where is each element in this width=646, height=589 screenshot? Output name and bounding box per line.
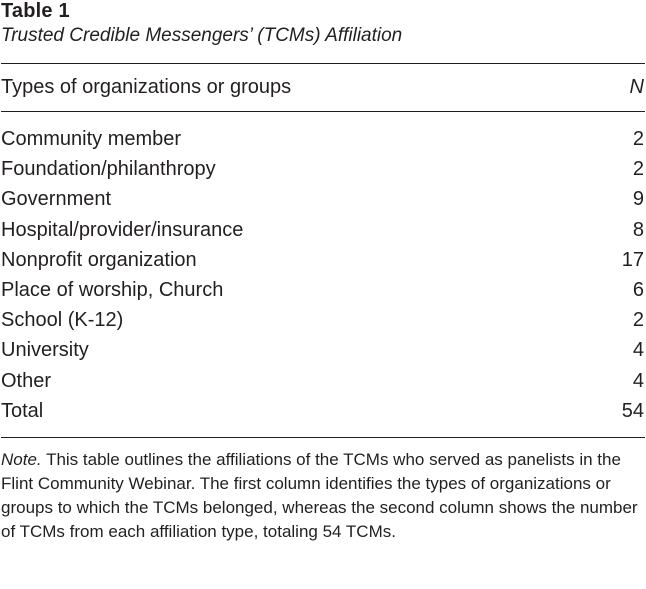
row-n: 54	[621, 399, 644, 422]
row-type: Other	[1, 369, 52, 392]
table-row-total	[1, 396, 644, 426]
table-header-row	[1, 75, 644, 99]
row-type: Total	[1, 399, 44, 422]
row-type: Government	[1, 188, 112, 211]
row-type: Community member	[1, 128, 182, 150]
row-type: Hospital/provider/insurance	[1, 218, 244, 241]
row-n: 2	[632, 158, 644, 181]
table-label: Table 1	[1, 0, 70, 22]
table-title: Trusted Credible Messengers’ (TCMs) Affiliation	[1, 25, 403, 46]
row-n: 4	[632, 369, 644, 392]
table-body	[1, 124, 646, 426]
row-n: 8	[632, 218, 644, 241]
table-row	[1, 245, 644, 275]
table-row	[1, 305, 644, 335]
row-n: 9	[632, 188, 644, 211]
row-type: Foundation/philanthropy	[1, 158, 216, 181]
row-n: 17	[621, 248, 644, 271]
row-type: Place of worship, Church	[1, 278, 224, 301]
row-type: Nonprofit organization	[1, 248, 197, 271]
top-rule	[1, 63, 645, 64]
table-row	[1, 154, 644, 184]
row-type: School (K-12)	[1, 309, 124, 332]
table-row	[1, 124, 644, 154]
header-rule	[1, 111, 645, 112]
table-row	[1, 335, 644, 365]
row-n: 4	[632, 339, 644, 362]
table-row	[1, 275, 644, 305]
header-n: N	[629, 76, 644, 98]
row-n: 2	[632, 309, 644, 332]
bottom-rule	[1, 437, 645, 438]
row-n: 6	[632, 278, 644, 301]
table-row	[1, 215, 644, 245]
table-row	[1, 366, 644, 396]
header-types: Types of organizations or groups	[1, 76, 292, 98]
note-text: This table outlines the affiliations of the TCMs who served as panelists in the Flint Community Webinar. The first column identifies the types of organizations or groups to which the TCMs belonged, whereas the second column shows the number of TCMs from each affiliation type, totaling 54 TCMs.	[1, 449, 638, 541]
row-n: 2	[632, 128, 644, 150]
row-type: University	[1, 339, 89, 362]
note-label: Note.	[1, 449, 42, 469]
table-note	[1, 448, 645, 544]
table-row	[1, 184, 644, 214]
